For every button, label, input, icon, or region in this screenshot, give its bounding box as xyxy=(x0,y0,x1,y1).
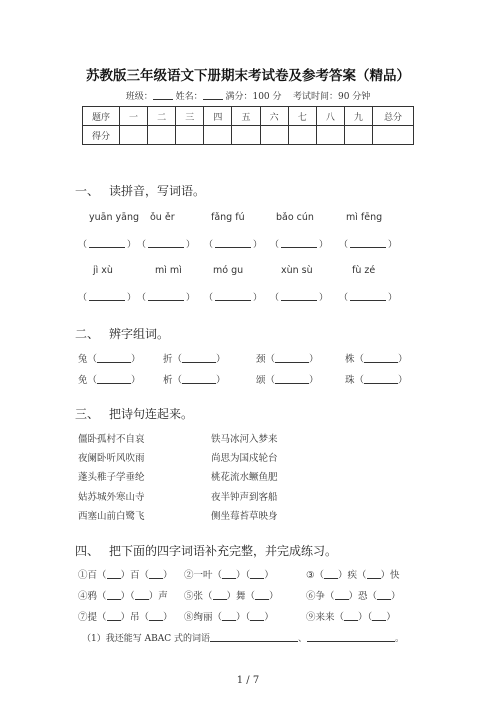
score-cell[interactable] xyxy=(260,126,288,145)
section-4-heading xyxy=(75,542,337,559)
poem-line-right[interactable]: 铁马冰河入梦来 xyxy=(211,434,278,445)
pinyin-item: bǎo cún xyxy=(276,212,314,223)
char-group-item[interactable]: 颈（ ） xyxy=(256,354,319,365)
section-title: 辨字组词。 xyxy=(109,327,170,341)
poem-line-right[interactable]: 桃花流水鳜鱼肥 xyxy=(211,472,278,483)
section-2-heading xyxy=(75,325,169,342)
pinyin-item: mì fēng xyxy=(346,212,383,223)
score-cell[interactable] xyxy=(232,126,260,145)
score-cell[interactable] xyxy=(148,126,176,145)
char-group-item[interactable]: 折（ ） xyxy=(163,354,226,365)
page-number: 1 / 7 xyxy=(236,675,260,686)
idiom-item[interactable]: ④鸦（ ）（ ）声 xyxy=(78,591,168,602)
page-title: 苏教版三年级语文下册期末考试卷及参考答案（精品） xyxy=(86,68,410,84)
idiom-item[interactable]: ⑨来来（ ）（ ） xyxy=(306,612,396,623)
poem-line-left[interactable]: 蓬头稚子学垂纶 xyxy=(78,472,145,483)
pinyin-item: jì xù xyxy=(93,265,113,276)
answer-blank[interactable]: （ ） xyxy=(270,240,329,250)
section-number: 一、 xyxy=(75,184,100,198)
score-row-label: 得分 xyxy=(83,126,120,145)
pinyin-item: xùn sù xyxy=(281,265,313,276)
section-number: 二、 xyxy=(75,327,100,341)
score-header-cell: 七 xyxy=(288,107,316,126)
poem-line-right[interactable]: 尚思为国戍轮台 xyxy=(211,453,278,464)
score-header-cell: 一 xyxy=(120,107,148,126)
answer-blank[interactable]: （ ） xyxy=(78,240,137,250)
pinyin-item: fù zé xyxy=(352,265,376,276)
pinyin-item: mì mì xyxy=(155,265,182,276)
section-number: 三、 xyxy=(75,407,100,421)
name-label: 姓名： xyxy=(175,92,203,102)
idiom-item[interactable]: ⑤张（ ）舞（ ） xyxy=(184,591,279,602)
poem-line-right[interactable]: 侧坐莓苔草映身 xyxy=(211,511,278,522)
char-group-item[interactable]: 免（ ） xyxy=(78,375,141,386)
score-header-cell: 总分 xyxy=(373,107,414,126)
answer-blank[interactable]: （ ） xyxy=(339,293,398,303)
score-header-cell: 四 xyxy=(204,107,232,126)
score-header-cell: 六 xyxy=(260,107,288,126)
pinyin-item: fǎng fú xyxy=(211,212,245,223)
score-header-cell: 九 xyxy=(344,107,372,126)
char-group-item[interactable]: 兔（ ） xyxy=(78,354,141,365)
section-title: 把诗句连起来。 xyxy=(109,407,194,421)
answer-blank[interactable]: （ ） xyxy=(137,240,196,250)
score-header-cell: 八 xyxy=(316,107,344,126)
char-group-item[interactable]: 珠（ ） xyxy=(345,375,408,386)
section-1-heading xyxy=(75,182,205,199)
full-score: 满分：100 分 xyxy=(225,92,282,102)
idiom-item[interactable]: ①百（ ）百（ ） xyxy=(78,570,173,581)
abac-question[interactable]: （1）我还能写 ABAC 式的词语 、 。 xyxy=(82,634,404,644)
score-cell[interactable] xyxy=(316,126,344,145)
answer-blank[interactable]: （ ） xyxy=(137,293,196,303)
section-3-heading xyxy=(75,405,193,422)
score-cell[interactable] xyxy=(373,126,414,145)
idiom-item[interactable]: ③（ ）疾（ ）快 xyxy=(306,570,400,581)
idiom-item[interactable]: ⑦提（ ）吊（ ） xyxy=(78,612,173,623)
class-blank[interactable] xyxy=(153,91,173,100)
char-group-item[interactable]: 颂（ ） xyxy=(256,375,319,386)
section-number: 四、 xyxy=(75,544,100,558)
score-cell[interactable] xyxy=(176,126,204,145)
poem-line-left[interactable]: 姑苏城外寒山寺 xyxy=(78,492,145,503)
score-table-header-row xyxy=(83,107,414,126)
poem-line-left[interactable]: 夜阑卧听风吹雨 xyxy=(78,453,145,464)
class-label: 班级： xyxy=(125,92,153,102)
pinyin-item: ǒu ěr xyxy=(150,212,175,223)
answer-line[interactable] xyxy=(307,633,395,642)
poem-line-right[interactable]: 夜半钟声到客船 xyxy=(211,492,278,503)
answer-blank[interactable]: （ ） xyxy=(270,293,329,303)
score-header-cell: 三 xyxy=(176,107,204,126)
score-header-cell: 五 xyxy=(232,107,260,126)
pinyin-item: yuān yāng xyxy=(89,212,140,223)
question-text: （1）我还能写 ABAC 式的词语 xyxy=(82,634,210,644)
char-group-item[interactable]: 析（ ） xyxy=(163,375,226,386)
score-header-cell: 二 xyxy=(148,107,176,126)
answer-line[interactable] xyxy=(210,633,298,642)
score-table xyxy=(82,106,414,145)
answer-blank[interactable]: （ ） xyxy=(204,293,263,303)
char-group-item[interactable]: 株（ ） xyxy=(345,354,408,365)
section-title: 读拼音，写词语。 xyxy=(109,184,206,198)
answer-blank[interactable]: （ ） xyxy=(339,240,398,250)
score-cell[interactable] xyxy=(344,126,372,145)
score-header-cell: 题序 xyxy=(83,107,120,126)
answer-blank[interactable]: （ ） xyxy=(78,293,137,303)
poem-line-left[interactable]: 西塞山前白鹭飞 xyxy=(78,511,145,522)
idiom-item[interactable]: ⑥争（ ）恐（ ） xyxy=(306,591,401,602)
score-cell[interactable] xyxy=(288,126,316,145)
name-blank[interactable] xyxy=(203,91,223,100)
poem-line-left[interactable]: 僵卧孤村不自哀 xyxy=(78,434,145,445)
score-cell[interactable] xyxy=(120,126,148,145)
idiom-item[interactable]: ②一叶（ ）（ ） xyxy=(184,570,274,581)
section-title: 把下面的四字词语补充完整，并完成练习。 xyxy=(109,544,338,558)
score-cell[interactable] xyxy=(204,126,232,145)
exam-info xyxy=(0,89,496,102)
score-table-score-row xyxy=(83,126,414,145)
exam-time: 考试时间：90 分钟 xyxy=(292,92,371,102)
pinyin-item: mó gu xyxy=(213,265,244,276)
idiom-item[interactable]: ⑧绚丽（ ）（ ） xyxy=(184,612,274,623)
answer-blank[interactable]: （ ） xyxy=(204,240,263,250)
